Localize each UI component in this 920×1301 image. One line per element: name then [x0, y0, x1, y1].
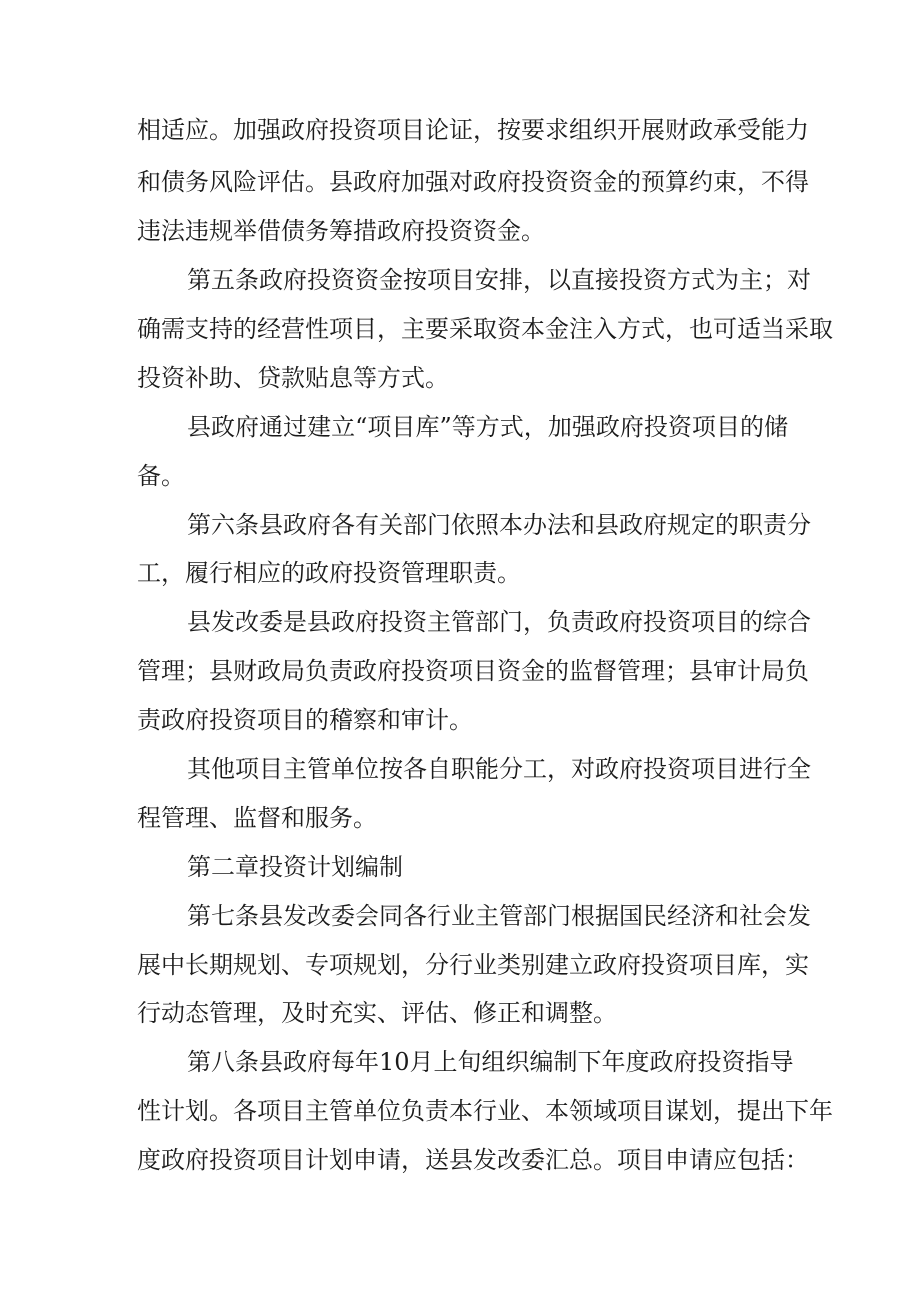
- article-6-line: 第六条县政府各有关部门依照本办法和县政府规定的职责分: [187, 511, 811, 539]
- paragraph-line: 责政府投资项目的稽察和审计。: [137, 706, 473, 734]
- paragraph-line: 程管理、监督和服务。: [137, 804, 377, 832]
- paragraph-line: 县政府通过建立“项目库”等方式，加强政府投资项目的储: [187, 413, 788, 441]
- paragraph-line: 违法违规举借债务筹措政府投资资金。: [137, 217, 545, 245]
- paragraph-line: 工，履行相应的政府投资管理职责。: [137, 559, 521, 587]
- paragraph-line: 相适应。加强政府投资项目论证，按要求组织开展财政承受能力: [137, 116, 809, 144]
- paragraph-line: 其他项目主管单位按各自职能分工，对政府投资项目进行全: [187, 755, 811, 783]
- paragraph-line: 行动态管理，及时充实、评估、修正和调整。: [137, 999, 617, 1027]
- article-8-line: 第八条县政府每年10月上旬组织编制下年度政府投资指导: [187, 1048, 794, 1076]
- chapter-heading: 第二章投资计划编制: [187, 853, 403, 881]
- paragraph-line: 县发改委是县政府投资主管部门，负责政府投资项目的综合: [187, 608, 811, 636]
- paragraph-line: 管理；县财政局负责政府投资项目资金的监督管理；县审计局负: [137, 657, 809, 685]
- paragraph-line: 确需支持的经营性项目，主要采取资本金注入方式，也可适当采取: [137, 315, 833, 343]
- article-7-line: 第七条县发改委会同各行业主管部门根据国民经济和社会发: [187, 902, 811, 930]
- paragraph-line: 备。: [137, 462, 185, 490]
- paragraph-line: 和债务风险评估。县政府加强对政府投资资金的预算约束，不得: [137, 168, 809, 196]
- paragraph-line: 度政府投资项目计划申请，送县发改委汇总。项目申请应包括：: [137, 1146, 809, 1174]
- article-5-line: 第五条政府投资资金按项目安排，以直接投资方式为主；对: [187, 266, 811, 294]
- paragraph-line: 展中长期规划、专项规划，分行业类别建立政府投资项目库，实: [137, 951, 809, 979]
- paragraph-line: 性计划。各项目主管单位负责本行业、本领域项目谋划，提出下年: [137, 1097, 833, 1125]
- paragraph-line: 投资补助、贷款贴息等方式。: [137, 364, 449, 392]
